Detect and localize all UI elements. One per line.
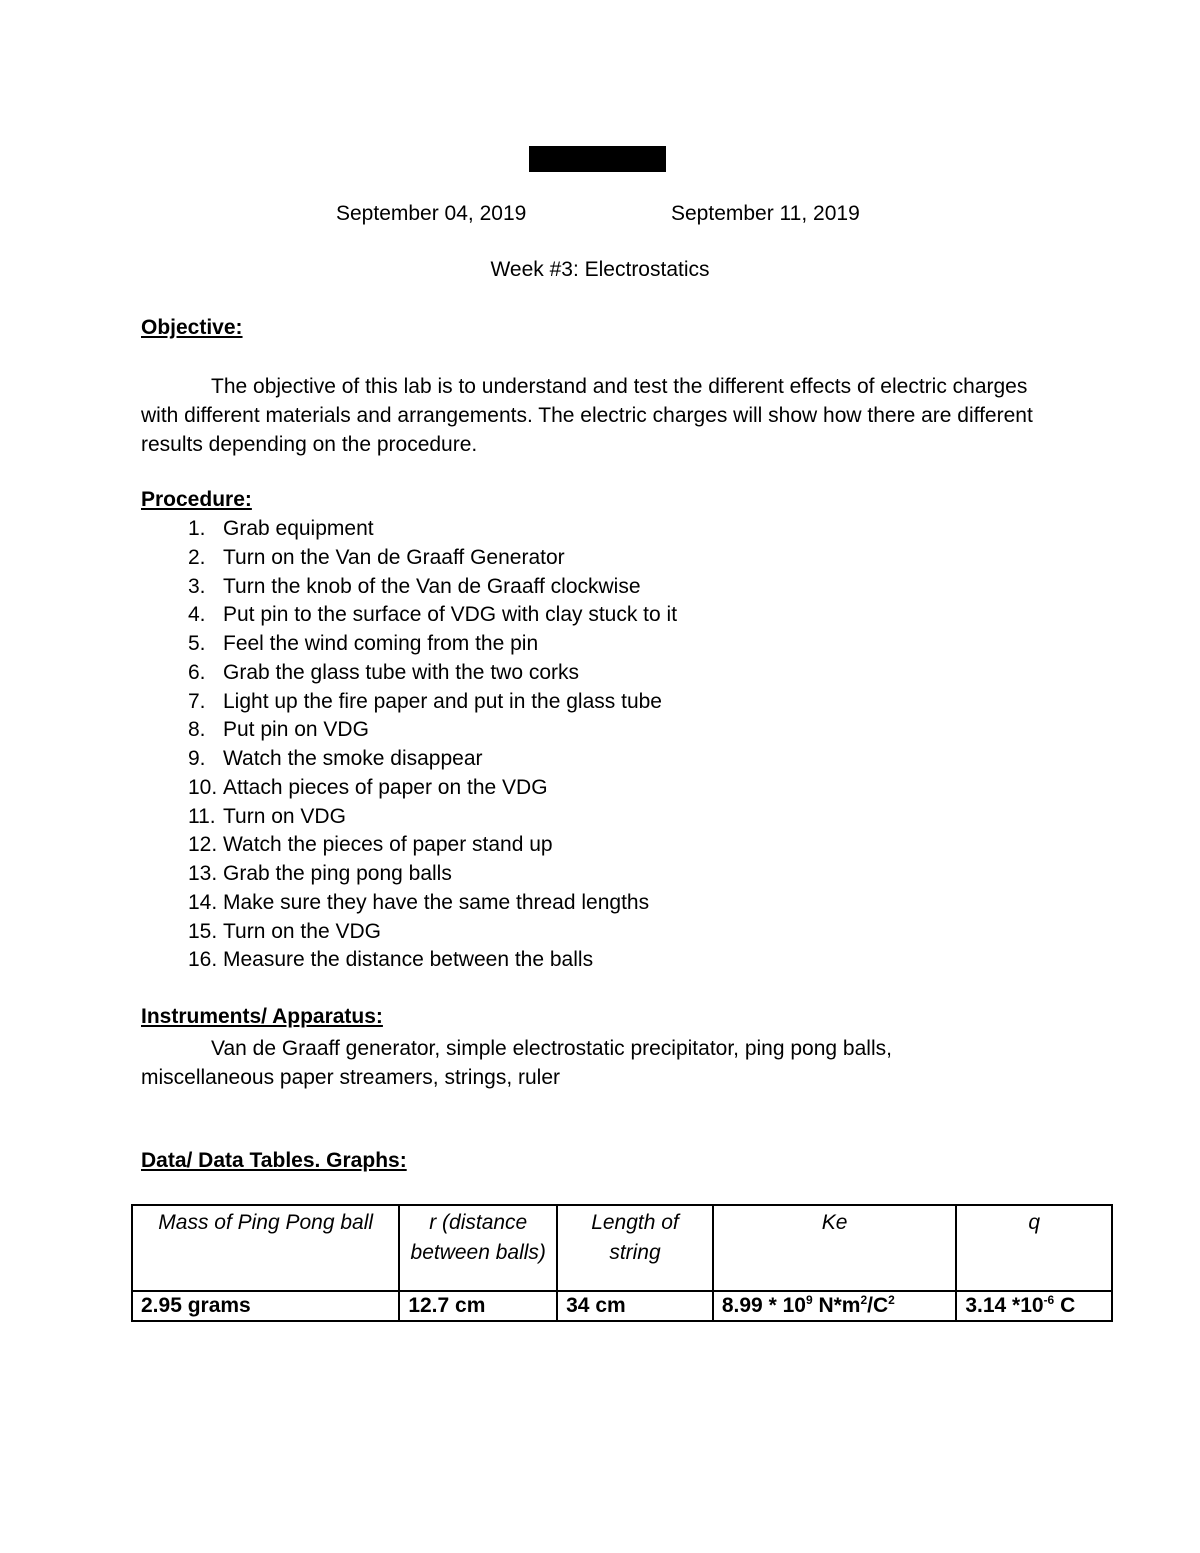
header-q: q (956, 1205, 1112, 1291)
step-number: 14. (188, 890, 218, 914)
q-exponent: -6 (1043, 1293, 1055, 1307)
cell-q (956, 1291, 1112, 1321)
table-header-row (132, 1205, 1112, 1291)
q-unit: C (1054, 1294, 1076, 1317)
list-item (188, 831, 677, 860)
ke-unit-b: /C (867, 1294, 889, 1317)
ke-base: 8.99 * 10 (721, 1294, 806, 1317)
step-text: Measure the distance between the balls (223, 948, 594, 972)
list-item (188, 946, 677, 975)
instruments-line-2: miscellaneous paper streamers, strings, ruler (141, 1066, 560, 1089)
ke-unit-exponent-b: 2 (888, 1293, 895, 1307)
step-number: 10. (188, 775, 218, 799)
q-base: 3.14 *10 (965, 1294, 1044, 1317)
instruments-paragraph (141, 1034, 1041, 1092)
start-date: September 04, 2019 (336, 202, 527, 225)
list-item (188, 889, 677, 918)
step-text: Turn on VDG (223, 804, 346, 828)
list-item (188, 774, 677, 803)
header-string-length: Length of string (557, 1205, 713, 1291)
step-number: 12. (188, 833, 218, 857)
cell-string-length: 34 cm (557, 1291, 713, 1321)
step-number: 7. (188, 689, 206, 713)
ke-unit-a: N*m (812, 1294, 861, 1317)
step-number: 8. (188, 718, 206, 742)
step-text: Attach pieces of paper on the VDG (223, 775, 548, 799)
step-text: Put pin on VDG (223, 718, 369, 742)
list-item (188, 573, 677, 602)
list-item (188, 601, 677, 630)
header-ke: Ke (713, 1205, 956, 1291)
step-text: Make sure they have the same thread lengths (223, 890, 650, 914)
document-title: Week #3: Electrostatics (490, 258, 710, 281)
list-item (188, 515, 677, 544)
list-item (188, 659, 677, 688)
step-number: 3. (188, 574, 206, 598)
step-text: Grab equipment (223, 517, 374, 540)
step-text: Grab the glass tube with the two corks (223, 660, 580, 684)
step-text: Light up the fire paper and put in the glass tube (223, 689, 662, 713)
cell-ke (713, 1291, 956, 1321)
redacted-name-block (529, 146, 666, 172)
objective-heading: Objective: (141, 316, 243, 339)
step-number: 1. (188, 517, 206, 540)
cell-mass: 2.95 grams (132, 1291, 399, 1321)
step-number: 11. (188, 804, 216, 828)
step-text: Watch the smoke disappear (223, 747, 483, 770)
step-number: 2. (188, 545, 206, 569)
date-row (0, 202, 1200, 230)
list-item (188, 544, 677, 573)
procedure-heading: Procedure: (141, 488, 252, 511)
step-text: Turn on the VDG (223, 919, 381, 943)
header-mass: Mass of Ping Pong ball (132, 1205, 399, 1291)
ke-unit-exponent-a: 2 (860, 1293, 868, 1307)
step-number: 15. (188, 919, 218, 943)
list-item (188, 716, 677, 745)
step-text: Put pin to the surface of VDG with clay stuck to it (223, 603, 678, 627)
step-number: 5. (188, 632, 206, 655)
step-text: Grab the ping pong balls (223, 862, 452, 885)
instruments-heading: Instruments/ Apparatus: (141, 1005, 383, 1028)
list-item (188, 860, 677, 889)
step-number: 13. (188, 862, 218, 885)
objective-paragraph (141, 372, 1041, 459)
step-text: Watch the pieces of paper stand up (223, 833, 553, 857)
end-date: September 11, 2019 (671, 202, 860, 225)
cell-distance: 12.7 cm (399, 1291, 557, 1321)
step-text: Turn on the Van de Graaff Generator (223, 545, 565, 569)
procedure-list (188, 515, 677, 975)
objective-text: The objective of this lab is to understand and test the different effects of electric charges with different materials and arrangements. The electric charges will show how there are different results depending on the procedure. (141, 375, 1033, 456)
header-distance: r (distance between balls) (399, 1205, 557, 1291)
step-number: 9. (188, 747, 206, 770)
step-text: Turn the knob of the Van de Graaff clockwise (223, 574, 641, 598)
list-item (188, 688, 677, 717)
step-number: 6. (188, 660, 206, 684)
instruments-text-1: Van de Graaff generator, simple electrostatic precipitator, ping pong balls, (211, 1037, 892, 1060)
data-table (131, 1204, 1113, 1322)
step-number: 4. (188, 603, 206, 627)
step-number: 16. (188, 948, 218, 972)
list-item (188, 918, 677, 947)
step-text: Feel the wind coming from the pin (223, 632, 539, 655)
table-row (132, 1291, 1112, 1321)
instruments-line-1 (141, 1034, 1041, 1063)
list-item (188, 745, 677, 774)
ke-exponent: 9 (805, 1293, 813, 1307)
data-heading: Data/ Data Tables. Graphs: (141, 1149, 407, 1172)
list-item (188, 630, 677, 659)
list-item (188, 803, 677, 832)
